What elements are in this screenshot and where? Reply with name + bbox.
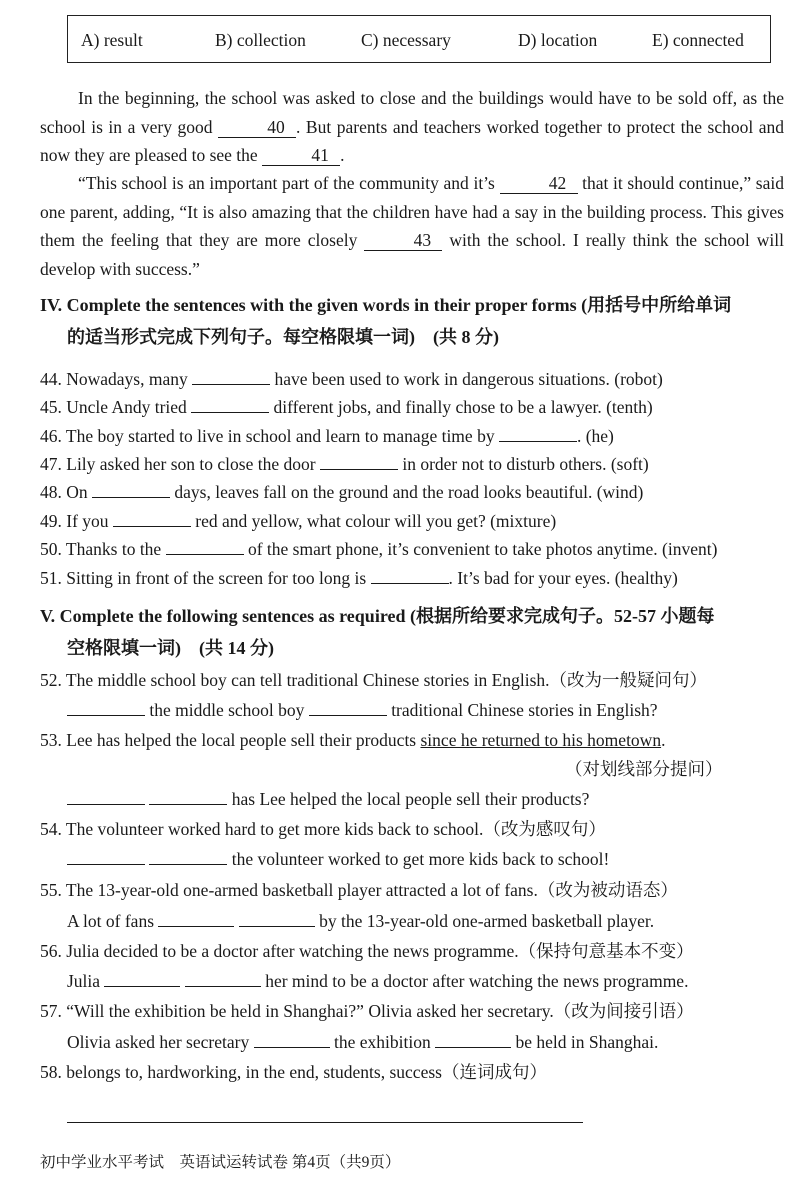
answer-blank[interactable] — [104, 986, 180, 987]
question-53: 53. Lee has helped the local people sell their products since he returned to his hometown. — [40, 730, 666, 750]
question-47: 47. Lily asked her son to close the door in order not to disturb others. (soft) — [40, 454, 649, 474]
answer-line-55: A lot of fans by the 13-year-old one-armed basketball player. — [67, 911, 655, 931]
answer-blank[interactable] — [185, 986, 261, 987]
question-54: 54. The volunteer worked hard to get more kids back to school.（改为感叹句） — [40, 819, 606, 839]
question-50: 50. Thanks to the of the smart phone, it’s convenient to take photos anytime. (invent) — [40, 539, 718, 559]
section-5-heading-cont: 空格限填一词) (共 14 分) — [67, 638, 274, 658]
question-58: 58. belongs to, hardworking, in the end, students, success（连词成句） — [40, 1062, 547, 1082]
answer-blank[interactable] — [239, 926, 315, 927]
answer-line-58[interactable] — [67, 1122, 583, 1123]
answer-blank[interactable] — [67, 804, 145, 805]
page-footer: 初中学业水平考试 英语试运转试卷 第4页（共9页） — [40, 1154, 401, 1171]
answer-line-54: the volunteer worked to get more kids back to school! — [67, 847, 609, 871]
answer-blank[interactable] — [191, 412, 269, 413]
passage-paragraph-2: “This school is an important part of the community and it’s 42 that it should continue,” said one parent, adding, “It is also amazing that the children have had a say in the building process. This gives them the feeling that they are more closely 43 with the school. I really think the school will develop with success.” — [40, 173, 784, 279]
question-52: 52. The middle school boy can tell traditional Chinese stories in English.（改为一般疑问句） — [40, 670, 708, 690]
blank-41[interactable]: 41 — [262, 145, 340, 166]
word-options-box — [67, 15, 771, 63]
answer-blank[interactable] — [499, 441, 577, 442]
blank-40[interactable]: 40 — [218, 117, 296, 138]
question-53-instruction: （对划线部分提问） — [565, 759, 723, 779]
question-49: 49. If you red and yellow, what colour will you get? (mixture) — [40, 511, 557, 531]
question-57: 57. “Will the exhibition be held in Shanghai?” Olivia asked her secretary.（改为间接引语） — [40, 1001, 694, 1021]
option-b: B) collection — [215, 30, 306, 50]
answer-blank[interactable] — [254, 1047, 330, 1048]
answer-line-53: has Lee helped the local people sell their products? — [67, 787, 589, 811]
answer-blank[interactable] — [92, 497, 170, 498]
answer-blank[interactable] — [149, 864, 227, 865]
question-55: 55. The 13-year-old one-armed basketball player attracted a lot of fans.（改为被动语态） — [40, 880, 678, 900]
section-5-heading: V. Complete the following sentences as required (根据所给要求完成句子。52-57 小题每 — [40, 606, 715, 626]
answer-line-52: the middle school boy traditional Chinese stories in English? — [67, 698, 658, 722]
question-45: 45. Uncle Andy tried different jobs, and finally chose to be a lawyer. (tenth) — [40, 397, 653, 417]
blank-42[interactable]: 42 — [500, 173, 578, 194]
answer-line-57: Olivia asked her secretary the exhibition be held in Shanghai. — [67, 1032, 659, 1052]
answer-blank[interactable] — [166, 554, 244, 555]
question-56: 56. Julia decided to be a doctor after watching the news programme.（保持句意基本不变） — [40, 941, 694, 961]
answer-line-56: Julia her mind to be a doctor after watching the news programme. — [67, 971, 689, 991]
answer-blank[interactable] — [371, 583, 449, 584]
option-e: E) connected — [652, 30, 744, 50]
option-c: C) necessary — [361, 30, 451, 50]
answer-blank[interactable] — [113, 526, 191, 527]
answer-blank[interactable] — [67, 864, 145, 865]
question-48: 48. On days, leaves fall on the ground and the road looks beautiful. (wind) — [40, 482, 644, 502]
section-4-heading-cont: 的适当形式完成下列句子。每空格限填一词) (共 8 分) — [67, 327, 499, 347]
answer-blank[interactable] — [309, 715, 387, 716]
option-d: D) location — [518, 30, 598, 50]
answer-blank[interactable] — [192, 384, 270, 385]
question-46: 46. The boy started to live in school and learn to manage time by . (he) — [40, 426, 614, 446]
underlined-part: since he returned to his hometown — [420, 730, 662, 750]
passage-paragraph-1: In the beginning, the school was asked to close and the buildings would have to be sold off, as the school is in a very good 40 . But parents and teachers worked together to protect the school and now they are pleased to see the 41 . — [40, 88, 784, 165]
question-51: 51. Sitting in front of the screen for too long is . It’s bad for your eyes. (healthy) — [40, 568, 678, 588]
answer-blank[interactable] — [158, 926, 234, 927]
option-a: A) result — [81, 30, 143, 50]
section-4-heading: IV. Complete the sentences with the given words in their proper forms (用括号中所给单词 — [40, 295, 732, 315]
answer-blank[interactable] — [320, 469, 398, 470]
answer-blank[interactable] — [435, 1047, 511, 1048]
question-44: 44. Nowadays, many have been used to work in dangerous situations. (robot) — [40, 369, 663, 389]
answer-blank[interactable] — [67, 715, 145, 716]
answer-blank[interactable] — [149, 804, 227, 805]
blank-43[interactable]: 43 — [364, 230, 442, 251]
